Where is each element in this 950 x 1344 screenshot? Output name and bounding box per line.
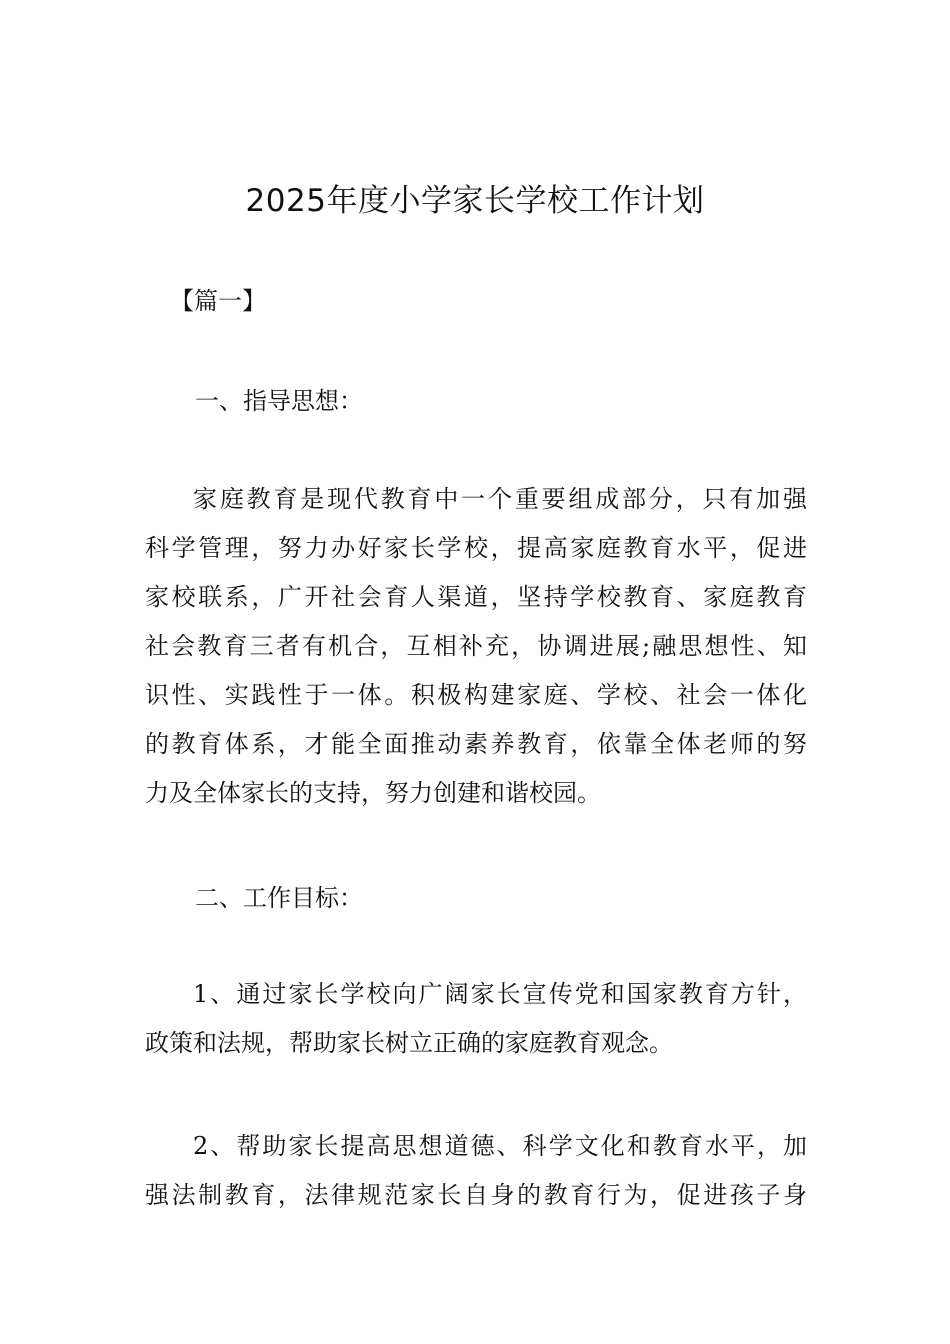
paragraph-line: 家校联系，广开社会育人渠道，坚持学校教育、家庭教育 bbox=[145, 583, 807, 611]
paragraph-line: 识性、实践性于一体。积极构建家庭、学校、社会一体化 bbox=[145, 681, 807, 709]
section-heading-work-goals: 二、工作目标： bbox=[195, 884, 363, 912]
paragraph-line: 社会教育三者有机合，互相补充，协调进展;融思想性、知 bbox=[145, 632, 807, 660]
paragraph-line: 1、通过家长学校向广阔家长宣传党和国家教育方针， bbox=[193, 980, 807, 1008]
section-heading-guiding-thought: 一、指导思想： bbox=[195, 387, 363, 415]
paragraph-line: 政策和法规，帮助家长树立正确的家庭教育观念。 bbox=[145, 1029, 673, 1057]
paragraph-line: 力及全体家长的支持，努力创建和谐校园。 bbox=[145, 779, 601, 807]
paragraph-line: 家庭教育是现代教育中一个重要组成部分，只有加强 bbox=[193, 485, 807, 513]
paragraph-goal-1 bbox=[145, 970, 807, 1068]
paragraph-goal-2 bbox=[145, 1122, 807, 1220]
document-title: 2025年度小学家长学校工作计划 bbox=[245, 183, 705, 219]
paragraph-line: 科学管理，努力办好家长学校，提高家庭教育水平，促进 bbox=[145, 534, 807, 562]
paragraph-line: 强法制教育，法律规范家长自身的教育行为，促进孩子身 bbox=[145, 1181, 807, 1209]
part-label: 【篇一】 bbox=[170, 287, 266, 315]
paragraph-line: 的教育体系，才能全面推动素养教育，依靠全体老师的努 bbox=[145, 730, 807, 758]
paragraph-line: 2、帮助家长提高思想道德、科学文化和教育水平，加 bbox=[193, 1132, 807, 1160]
paragraph-guiding-thought bbox=[145, 475, 807, 818]
